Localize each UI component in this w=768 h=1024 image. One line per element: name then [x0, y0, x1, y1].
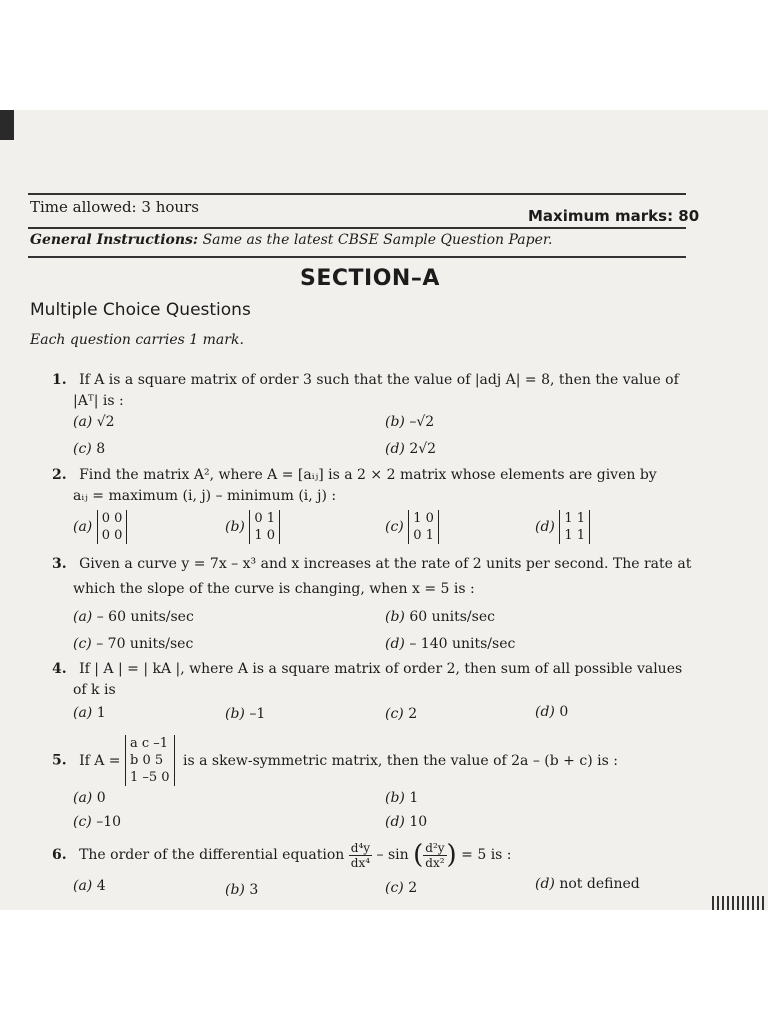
q5-option-a: (a) 0	[73, 790, 106, 806]
subtitle: Multiple Choice Questions	[30, 300, 251, 320]
question-number: 1.	[52, 372, 67, 388]
marks-note: Each question carries 1 mark.	[30, 332, 244, 348]
time-allowed: Time allowed: 3 hours	[30, 198, 199, 216]
q1-option-b: (b) –√2	[385, 414, 435, 430]
q5-option-c: (c) –10	[73, 814, 122, 830]
question-2	[52, 467, 657, 483]
instructions-text: Same as the latest CBSE Sample Question Paper.	[202, 232, 553, 248]
q2-option-a: (a) 0 0 0 0	[73, 510, 127, 544]
q2-option-c: (c) 1 0 0 1	[385, 510, 439, 544]
matrix: 0 1 1 0	[249, 510, 280, 544]
matrix: 1 0 0 1	[408, 510, 439, 544]
q4-option-a: (a) 1	[73, 705, 106, 721]
q4-option-c: (c) 2	[385, 706, 418, 722]
question-text: = 5 is :	[461, 847, 512, 863]
header-rule	[28, 227, 686, 229]
instructions-label: General Instructions:	[30, 232, 199, 248]
question-prefix: If A =	[79, 752, 121, 769]
question-1-line2: |Aᵀ| is :	[73, 393, 124, 409]
question-text: Find the matrix A², where A = [aᵢⱼ] is a 2 × 2 matrix whose elements are given by	[79, 467, 657, 483]
q4-option-d: (d) 0	[535, 704, 569, 720]
top-rule	[28, 193, 686, 195]
question-prefix: The order of the differential equation	[79, 847, 345, 863]
question-1	[52, 372, 679, 388]
q3-option-a: (a) – 60 units/sec	[73, 609, 194, 625]
q4-option-b: (b) –1	[225, 706, 266, 722]
question-text: is a skew-symmetric matrix, then the value of 2a – (b + c) is :	[183, 752, 618, 769]
matrix: 1 1 1 1	[559, 510, 590, 544]
question-number: 4.	[52, 661, 67, 677]
instructions-rule	[28, 256, 686, 258]
q6-option-a: (a) 4	[73, 878, 106, 894]
q2-option-d: (d) 1 1 1 1	[535, 510, 590, 544]
question-4-line2: of k is	[73, 682, 116, 698]
question-3-line2: which the slope of the curve is changing, when x = 5 is :	[73, 581, 475, 597]
skew-matrix: a c –1 b 0 5 1 –5 0	[125, 735, 175, 786]
question-number: 2.	[52, 467, 67, 483]
question-2-line2: aᵢⱼ = maximum (i, j) – minimum (i, j) :	[73, 488, 337, 504]
maximum-marks: Maximum marks: 80	[528, 207, 700, 225]
general-instructions	[30, 232, 552, 248]
q3-option-d: (d) – 140 units/sec	[385, 636, 516, 652]
question-number: 6.	[52, 847, 67, 863]
q3-option-c: (c) – 70 units/sec	[73, 636, 194, 652]
question-number: 3.	[52, 556, 67, 572]
fraction-d4y-dx4: $\frac{\text{d⁴y}}{\text{dx⁴}}$	[350, 840, 371, 870]
question-text: Given a curve y = 7x – x³ and x increases at the rate of 2 units per second. The rate at	[79, 556, 692, 572]
sin-term: – sin	[376, 847, 409, 863]
q3-option-b: (b) 60 units/sec	[385, 609, 495, 625]
question-text: If | A | = | kA |, where A is a square matrix of order 2, then sum of all possible values	[79, 661, 683, 677]
question-3	[52, 556, 691, 572]
page-edge-shadow	[0, 110, 14, 140]
q6-option-c: (c) 2	[385, 880, 418, 896]
q6-option-b: (b) 3	[225, 882, 259, 898]
question-6: 6. The order of the differential equation $\frac{\text{d⁴y}}{\text{dx⁴}}$ – sin ( $\frac{\text{d²y}}{\text{dx²}}$ ) = 5 is :	[52, 840, 512, 870]
q1-option-d: (d) 2√2	[385, 441, 437, 457]
matrix: 0 0 0 0	[97, 510, 128, 544]
section-title: SECTION–A	[300, 266, 440, 291]
fraction-d2y-dx2: $\frac{\text{d²y}}{\text{dx²}}$	[425, 840, 445, 870]
q5-option-b: (b) 1	[385, 790, 419, 806]
q6-option-d: (d) not defined	[535, 876, 640, 892]
question-4	[52, 661, 682, 677]
q1-option-c: (c) 8	[73, 441, 106, 457]
page-corner-marks	[712, 896, 764, 910]
question-5	[52, 735, 618, 786]
question-text: If A is a square matrix of order 3 such that the value of |adj A| = 8, then the value of	[79, 372, 679, 388]
q1-option-a: (a) √2	[73, 414, 115, 430]
question-number: 5.	[52, 752, 67, 769]
q5-option-d: (d) 10	[385, 814, 428, 830]
q2-option-b: (b) 0 1 1 0	[225, 510, 280, 544]
